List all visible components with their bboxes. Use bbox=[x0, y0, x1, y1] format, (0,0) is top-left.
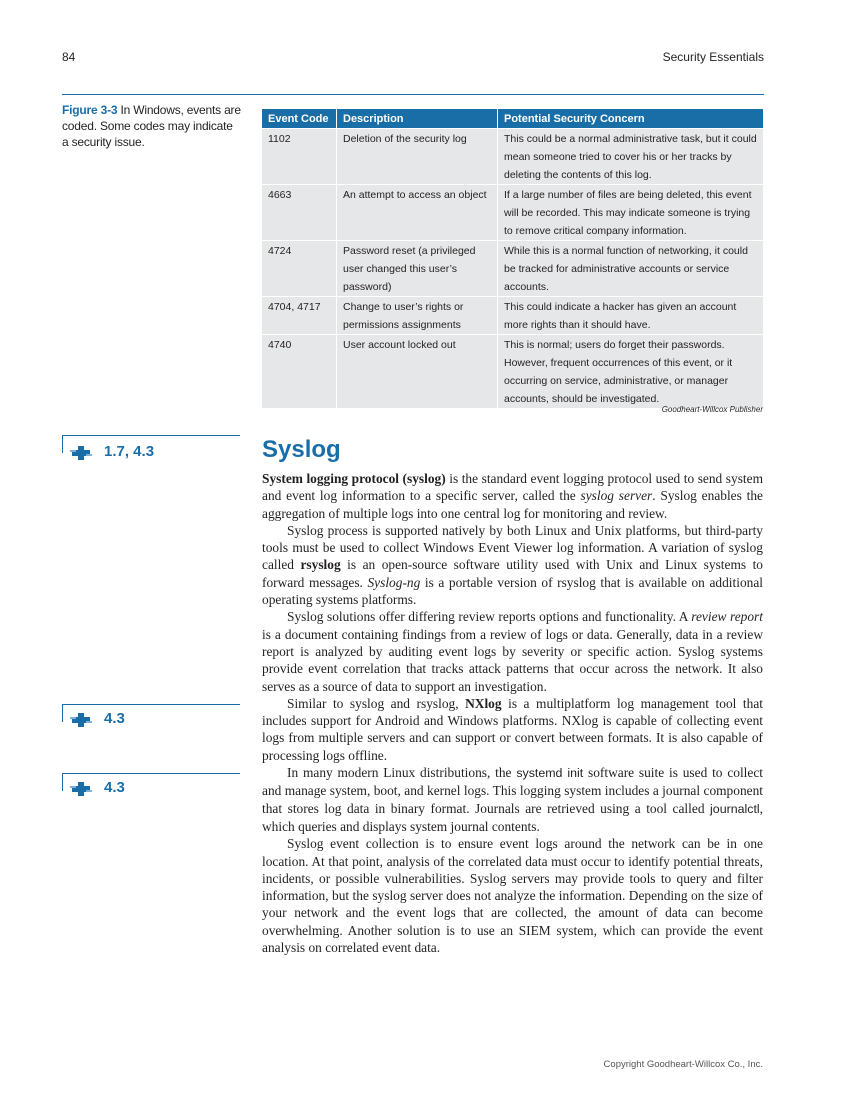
page-number: 84 bbox=[62, 50, 76, 64]
objective-tag-bar bbox=[62, 773, 63, 791]
paragraph-text: is the standard event logging protocol used to send system and event log information to a specific server, called the bbox=[262, 471, 763, 504]
key-term: NXlog bbox=[465, 695, 502, 711]
figure-caption bbox=[62, 102, 242, 150]
paragraph-text: is an open-source software utility used with Unix and Linux systems to forward messages. bbox=[262, 557, 763, 590]
figure-caption-text: In Windows, events are coded. Some codes may indicate a security issue. bbox=[62, 103, 241, 149]
paragraph bbox=[262, 470, 763, 522]
paragraph-text: is a multiplatform log management tool that includes support for Android and Windows platforms. NXlog is capable of collecting event logs from multiple servers and can support or convert between formats. It is also capable of processing logs offline. bbox=[262, 695, 763, 763]
paragraph-text: software suite is used to collect and manage system, boot, and kernel logs. This logging system includes a journal component that stores log data in binary format. Journals are retrieved using a tool called bbox=[262, 765, 763, 816]
event-codes-table bbox=[262, 109, 763, 408]
column-header-description: Description bbox=[337, 109, 498, 129]
table-row bbox=[262, 129, 763, 185]
objective-plus-icon bbox=[70, 446, 92, 460]
italic-term: syslog server bbox=[580, 488, 653, 504]
italic-term: Syslog-ng bbox=[367, 574, 421, 590]
description-cell: An attempt to access an object bbox=[337, 185, 498, 241]
objective-tag-bar bbox=[62, 704, 63, 722]
event-code-cell: 4704, 4717 bbox=[262, 297, 337, 335]
paragraph-text: . Syslog enables the aggregation of multiple logs into one central log for monitoring and review. bbox=[262, 488, 763, 521]
concern-cell: If a large number of files are being deleted, this event will be recorded. This may indicate someone is trying to remove critical company information. bbox=[498, 185, 764, 241]
paragraph bbox=[262, 522, 763, 608]
description-cell: User account locked out bbox=[337, 335, 498, 409]
header-rule bbox=[62, 94, 764, 95]
paragraph-text: In many modern Linux distributions, the bbox=[287, 765, 517, 781]
objective-tag-label: 1.7, 4.3 bbox=[104, 443, 155, 460]
software-name: journalctl bbox=[710, 801, 760, 816]
concern-cell: While this is a normal function of networking, it could be tracked for administrative accounts or service accounts. bbox=[498, 241, 764, 297]
column-header-event-code: Event Code bbox=[262, 109, 337, 129]
paragraph-text: , which queries and displays system journal contents. bbox=[262, 800, 763, 834]
objective-plus-icon bbox=[70, 782, 92, 796]
paragraph-text: Similar to syslog and rsyslog, bbox=[287, 695, 466, 711]
event-code-cell: 4663 bbox=[262, 185, 337, 241]
paragraph bbox=[262, 695, 763, 764]
table-row bbox=[262, 335, 763, 409]
description-cell: Password reset (a privileged user changed this user’s password) bbox=[337, 241, 498, 297]
objective-tag-label: 4.3 bbox=[104, 710, 125, 727]
column-header-security-concern: Potential Security Concern bbox=[498, 109, 764, 129]
objective-plus-icon bbox=[70, 713, 92, 727]
section-body bbox=[262, 470, 763, 956]
figure-credit: Goodheart-Willcox Publisher bbox=[661, 405, 763, 414]
concern-cell: This could indicate a hacker has given an account more rights than it should have. bbox=[498, 297, 764, 335]
book-title: Security Essentials bbox=[662, 50, 764, 64]
paragraph bbox=[262, 608, 763, 694]
concern-cell: This is normal; users do forget their passwords. However, frequent occurrences of this event, or it occurring on service, administrative, or manager accounts, should be investigated. bbox=[498, 335, 764, 409]
objective-tag-rule bbox=[62, 704, 240, 705]
concern-cell: This could be a normal administrative task, but it could mean someone tried to cover his or her tracks by deleting the contents of this log. bbox=[498, 129, 764, 185]
section-title: Syslog bbox=[262, 436, 341, 463]
event-code-cell: 4724 bbox=[262, 241, 337, 297]
objective-tag-label: 4.3 bbox=[104, 779, 125, 796]
table-row bbox=[262, 185, 763, 241]
table-row bbox=[262, 241, 763, 297]
event-code-cell: 4740 bbox=[262, 335, 337, 409]
paragraph bbox=[262, 764, 763, 835]
paragraph-text: is a document containing findings from a review of logs or data. Generally, data in a review report is analyzed by auditing event logs by severity or specific action. Syslog systems provide event correlation that tracks attack patterns that occur across the network. It also serves as a source of data to support an investigation. bbox=[262, 626, 763, 694]
copyright-footer: Copyright Goodheart-Willcox Co., Inc. bbox=[603, 1059, 763, 1070]
objective-tag-rule bbox=[62, 773, 240, 774]
italic-term: review report bbox=[691, 609, 763, 625]
software-name: systemd init bbox=[516, 766, 584, 781]
objective-tag-rule bbox=[62, 435, 240, 436]
paragraph-text: Syslog process is supported natively by both Linux and Unix platforms, but third-party tools must be used to collect Windows Event Viewer log information. A variation of syslog called bbox=[262, 522, 763, 573]
key-term: rsyslog bbox=[300, 557, 341, 573]
key-term: System logging protocol (syslog) bbox=[262, 471, 446, 486]
paragraph-text: Syslog solutions offer differing review reports options and functionality. A bbox=[287, 609, 692, 625]
figure-label: Figure 3-3 bbox=[62, 103, 118, 117]
table-row bbox=[262, 297, 763, 335]
event-code-cell: 1102 bbox=[262, 129, 337, 185]
description-cell: Deletion of the security log bbox=[337, 129, 498, 185]
description-cell: Change to user’s rights or permissions assignments bbox=[337, 297, 498, 335]
objective-tag-bar bbox=[62, 435, 63, 453]
paragraph-text: is a portable version of rsyslog that is available on additional operating systems platforms. bbox=[262, 574, 763, 608]
table-header-row bbox=[262, 109, 763, 129]
paragraph: Syslog event collection is to ensure event logs around the network can be in one location. At that point, analysis of the correlated data must occur to identify potential threats, incidents, or possible vulnerabilities. Syslog servers may provide tools to query and filter information, but the syslog server does not analyze the information. Depending on the size of your network and the event logs that are collected, the amount of data can become overwhelming. Another solution is to use an SIEM system, which can provide the event analysis on correlated event data. bbox=[262, 836, 763, 956]
